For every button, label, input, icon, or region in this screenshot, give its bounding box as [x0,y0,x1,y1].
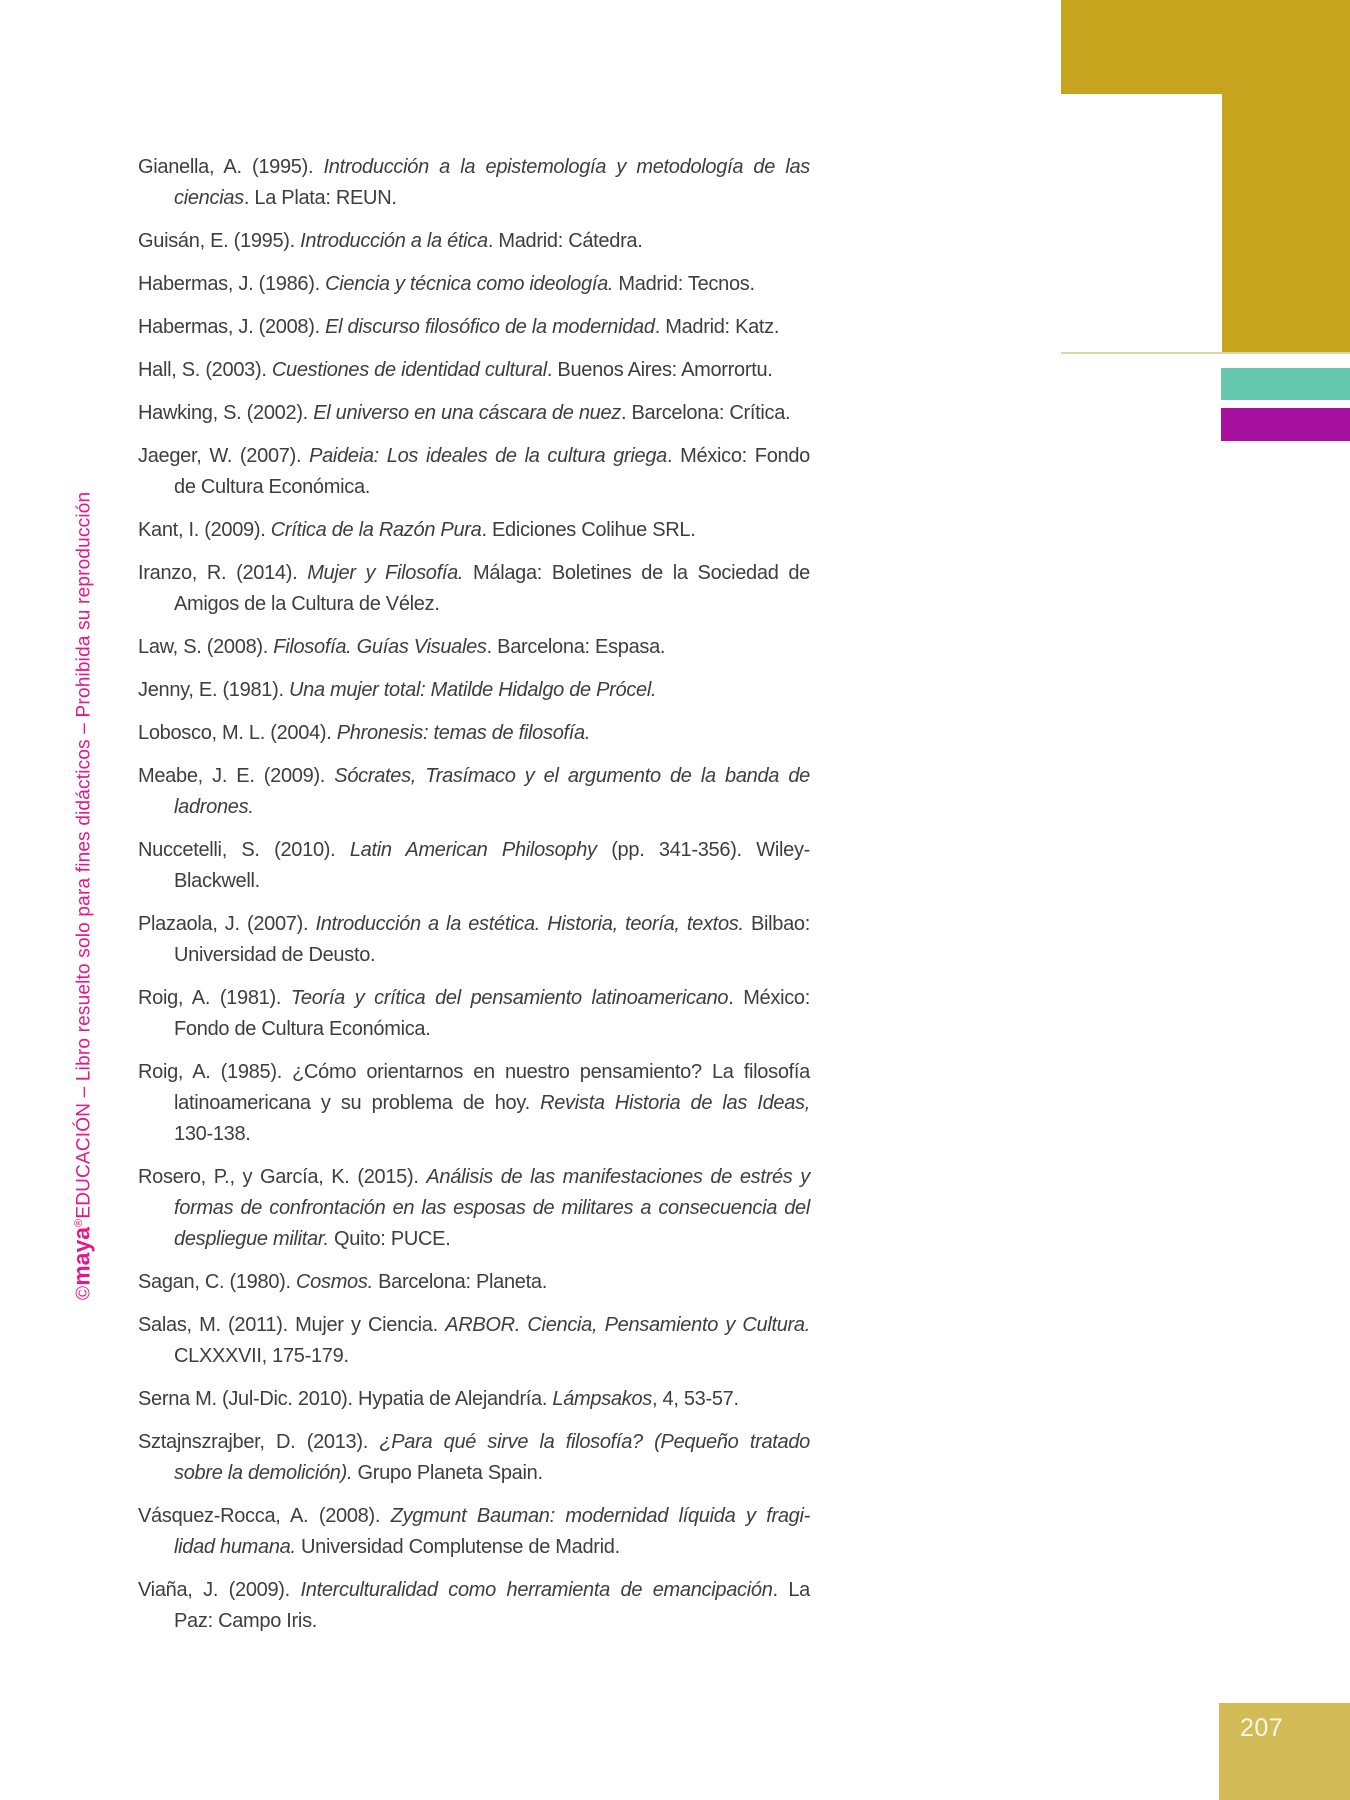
gold-corner-block-top [1061,0,1350,94]
reference-line: Guisán, E. (1995). Introducción a la ética. Madrid: Cátedra. [138,230,643,252]
reference-entry [138,312,810,343]
sidebar-disclaimer-text: – Libro resuelto solo para fines didácticos – Prohibida su reproducción [73,491,95,1103]
reference-line: latinoamericana y su problema de hoy. Revista Historia de las Ideas, [174,1092,810,1114]
reference-line: Roig, A. (1981). Teoría y crítica del pensamiento latinoamericano. México: [138,987,811,1009]
reference-line: Plazaola, J. (2007). Introducción a la estética. Historia, teoría, textos. Bilbao: [138,913,810,935]
reference-line: Meabe, J. E. (2009). Sócrates, Trasímaco y el argumento de la banda de [138,765,810,787]
reference-entry [138,909,810,971]
reference-entry [138,983,810,1045]
brand-educacion-label: EDUCACIÓN [73,1102,95,1219]
teal-accent-bar [1221,368,1350,400]
reference-line: Salas, M. (2011). Mujer y Ciencia. ARBOR. Ciencia, Pensamiento y Cultura. [138,1314,811,1336]
reference-line: Serna M. (Jul-Dic. 2010). Hypatia de Alejandría. Lámpsakos, 4, 53-57. [138,1388,739,1410]
magenta-accent-bar [1221,408,1350,441]
reference-line: Amigos de la Cultura de Vélez. [174,593,440,615]
reference-line: ladrones. [174,796,254,818]
reference-line: Lobosco, M. L. (2004). Phronesis: temas de filosofía. [138,722,591,744]
reference-entry [138,1384,810,1415]
sidebar-copyright-text [66,492,97,1300]
reference-line: Vásquez-Rocca, A. (2008). Zygmunt Bauman: modernidad líquida y fragi- [138,1505,810,1527]
reference-line: Jaeger, W. (2007). Paideia: Los ideales de la cultura griega. México: Fondo [138,445,810,467]
reference-entry [138,398,810,429]
reference-entry [138,1501,810,1563]
reference-line: lidad humana. Universidad Complutense de Madrid. [174,1536,620,1558]
reference-line: Kant, I. (2009). Crítica de la Razón Pura. Ediciones Colihue SRL. [138,519,696,541]
reference-line: de Cultura Económica. [174,476,371,498]
reference-line: Viaña, J. (2009). Interculturalidad como herramienta de emancipación. La [138,1579,810,1601]
reference-line: Rosero, P., y García, K. (2015). Análisis de las manifestaciones de estrés y [138,1166,810,1188]
reference-entry [138,1057,810,1150]
gold-corner-block-column [1222,94,1350,352]
reference-entry [138,515,810,546]
reference-line: despliegue militar. Quito: PUCE. [174,1228,451,1250]
reference-line: Nuccetelli, S. (2010). Latin American Philosophy (pp. 341-356). Wiley- [138,839,810,861]
reference-line: sobre la demolición). Grupo Planeta Spain. [174,1462,543,1484]
reference-entry [138,558,810,620]
reference-line: Roig, A. (1985). ¿Cómo orientarnos en nuestro pensamiento? La filosofía [138,1061,810,1083]
reference-line: Sztajnszrajber, D. (2013). ¿Para qué sirve la filosofía? (Pequeño tratado [138,1431,810,1453]
reference-line: Habermas, J. (1986). Ciencia y técnica como ideología. Madrid: Tecnos. [138,273,755,295]
reference-line: Law, S. (2008). Filosofía. Guías Visuales. Barcelona: Espasa. [138,636,666,658]
reference-line: Universidad de Deusto. [174,944,376,966]
reference-entry [138,1427,810,1489]
copyright-symbol: © [73,1285,95,1300]
reference-line: Habermas, J. (2008). El discurso filosófico de la modernidad. Madrid: Katz. [138,316,780,338]
page-number: 207 [1240,1714,1284,1742]
reference-line: Iranzo, R. (2014). Mujer y Filosofía. Málaga: Boletines de la Sociedad de [138,562,810,584]
reference-entry [138,269,810,300]
reference-line: Paz: Campo Iris. [174,1610,318,1632]
reference-line: formas de confrontación en las esposas de militares a consecuencia del [174,1197,810,1219]
reference-line: Hall, S. (2003). Cuestiones de identidad cultural. Buenos Aires: Amorrortu. [138,359,773,381]
reference-entry [138,441,810,503]
reference-entry [138,355,810,386]
reference-entry [138,675,810,706]
reference-line: Hawking, S. (2002). El universo en una cáscara de nuez. Barcelona: Crítica. [138,402,791,424]
reference-entry [138,835,810,897]
reference-entry [138,152,810,214]
registered-trademark-symbol: ® [73,1218,85,1227]
reference-line: Fondo de Cultura Económica. [174,1018,431,1040]
reference-entry [138,1162,810,1255]
reference-line: Blackwell. [174,870,260,892]
reference-entry [138,1310,810,1372]
reference-entry [138,718,810,749]
reference-entry [138,226,810,257]
reference-line: CLXXXVII, 175-179. [174,1345,349,1367]
reference-line: ciencias. La Plata: REUN. [174,187,397,209]
references-list [138,152,810,1649]
brand-logo-maya: maya [68,1226,95,1286]
reference-line: 130-138. [174,1123,251,1145]
page-number-block [1219,1703,1350,1800]
reference-line: Gianella, A. (1995). Introducción a la epistemología y metodología de las [138,156,811,178]
gold-hairline-divider [1061,352,1350,354]
reference-entry [138,632,810,663]
reference-entry [138,1267,810,1298]
reference-line: Jenny, E. (1981). Una mujer total: Matilde Hidalgo de Prócel. [138,679,657,701]
reference-entry [138,761,810,823]
reference-line: Sagan, C. (1980). Cosmos. Barcelona: Planeta. [138,1271,547,1293]
reference-entry [138,1575,810,1637]
